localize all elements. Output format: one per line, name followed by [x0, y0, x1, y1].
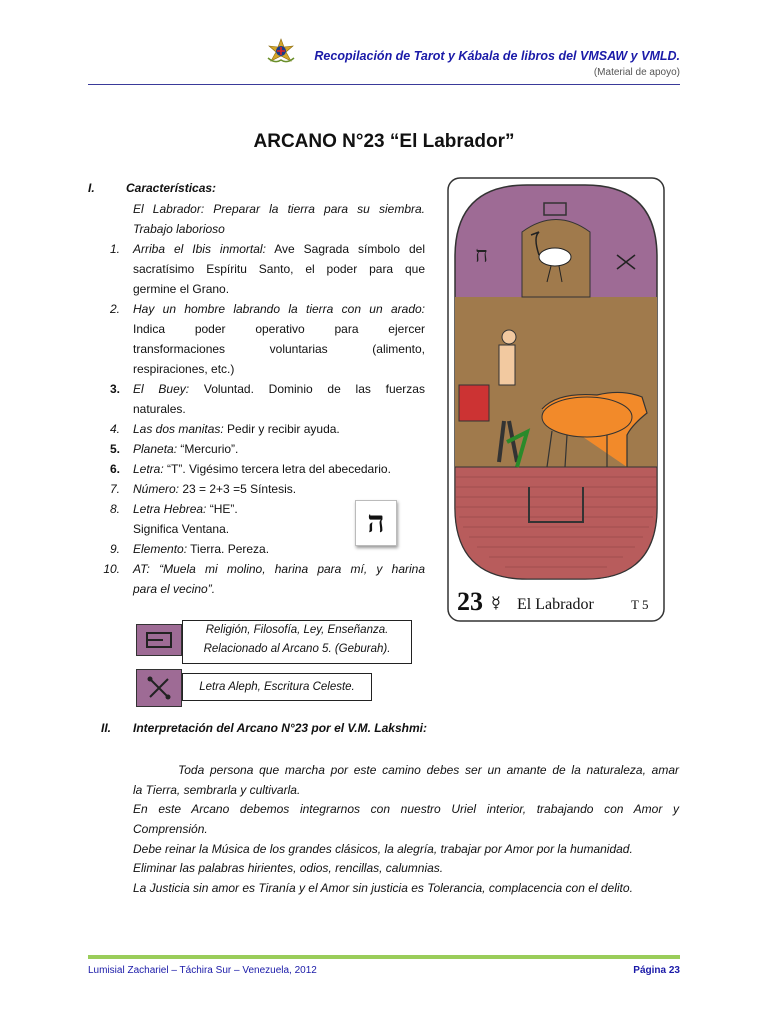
item-number: 5.: [109, 442, 120, 456]
header-title: Recopilación de Tarot y Kábala de libros del VMSAW y VMLD.: [314, 49, 680, 63]
paragraph-line: Eliminar las palabras hirientes, odios, rencillas, calumnias.: [133, 861, 444, 875]
item-text: Ave Sagrada símbolo del: [265, 242, 425, 256]
item-text: “T”. Vigésimo tercera letra del abecedario.: [163, 462, 391, 476]
list-item-line: [133, 379, 425, 399]
card-code: T 5: [631, 597, 649, 612]
list-item-line: germine el Grano.: [133, 282, 230, 296]
list-item-line: [133, 419, 425, 439]
emblem-logo: [265, 38, 297, 66]
list-item-line: transformaciones voluntarias (alimento,: [133, 342, 425, 356]
section2-heading: Interpretación del Arcano N°23 por el V.M. Lakshmi:: [133, 721, 427, 735]
section1-intro-line1: El Labrador: Preparar la tierra para su siembra.: [133, 202, 425, 216]
aleph-description-box: Letra Aleph, Escritura Celeste.: [182, 673, 372, 701]
list-item-line: Hay un hombre labrando la tierra con un arado:: [133, 302, 425, 316]
paragraph-line: Toda persona que marcha por este camino debes ser un amante de la naturaleza, amar: [178, 763, 679, 777]
paragraph-line: En este Arcano debemos integrarnos con nuestro Uriel interior, trabajando con Amor y: [133, 802, 679, 816]
planet-symbol: ☿: [491, 593, 501, 612]
item-number: 7.: [109, 482, 120, 496]
item-number: 2.: [109, 302, 120, 316]
aleph-symbol-icon: [136, 669, 182, 707]
list-item-line: respiraciones, etc.): [133, 362, 235, 376]
item-label: Las dos manitas:: [133, 422, 224, 436]
item-number: 6.: [109, 462, 120, 476]
list-item-line: AT: “Muela mi molino, harina para mí, y harina: [133, 562, 425, 576]
svg-text:ח: ח: [475, 243, 489, 268]
paragraph-line: la Tierra, sembrarla y cultivarla.: [133, 783, 301, 797]
item-text: Tierra. Pereza.: [187, 542, 270, 556]
item-number: 1.: [109, 242, 120, 256]
list-item-line: [133, 479, 425, 499]
item-number: 9.: [109, 542, 120, 556]
list-item-line: [133, 239, 425, 259]
section2-roman: II.: [101, 721, 112, 735]
list-item-line: [133, 459, 425, 479]
symbol-description-box: [182, 620, 412, 664]
item-label: Letra:: [133, 462, 164, 476]
list-item-line: [133, 439, 425, 459]
item-label: Número:: [133, 482, 180, 496]
card-name: El Labrador: [517, 596, 594, 613]
footer-divider: [88, 955, 680, 959]
list-item-line: sacratísimo Espíritu Santo, el poder para que: [133, 262, 425, 276]
section1-intro-line2: Trabajo laborioso: [133, 222, 225, 236]
list-item-line: Significa Ventana.: [133, 522, 230, 536]
item-text: Voluntad. Dominio de las fuerzas: [189, 382, 425, 396]
header-divider: [88, 84, 680, 85]
item-label: Letra Hebrea:: [133, 502, 207, 516]
page-title: ARCANO N°23 “El Labrador”: [253, 131, 515, 152]
hebrew-letter: ה: [367, 505, 385, 540]
item-number: 8.: [109, 502, 120, 516]
page-number: Página 23: [633, 965, 680, 976]
list-item-line: naturales.: [133, 402, 186, 416]
tarot-card-illustration: [447, 177, 665, 622]
box-line: Relacionado al Arcano 5. (Geburah).: [203, 643, 391, 655]
footer-left-text: Lumisial Zachariel – Táchira Sur – Venezuela, 2012: [88, 965, 317, 976]
item-text: “HE”.: [206, 502, 238, 516]
item-label: Elemento:: [133, 542, 188, 556]
paragraph-line: La Justicia sin amor es Tiranía y el Amor sin justicia es Tolerancia, complacencia con el delito.: [133, 881, 633, 895]
item-number: 4.: [109, 422, 120, 436]
section1-roman: I.: [88, 181, 95, 195]
list-item-line: para el vecino”.: [133, 582, 216, 596]
item-text: “Mercurio”.: [177, 442, 239, 456]
list-item-line: [133, 539, 425, 559]
item-label: El Buey:: [133, 382, 190, 396]
item-text: 23 = 2+3 =5 Síntesis.: [179, 482, 297, 496]
item-text: Pedir y recibir ayuda.: [223, 422, 340, 436]
list-item-line: [133, 499, 333, 519]
item-number: 3.: [109, 382, 120, 396]
card-number: 23: [457, 587, 483, 616]
list-item-line: Indica poder operativo para ejercer: [133, 322, 425, 336]
header-subtitle: (Material de apoyo): [593, 67, 680, 78]
section1-heading: Características:: [126, 181, 217, 195]
window-symbol-icon: [136, 624, 182, 656]
box-line: Religión, Filosofía, Ley, Enseñanza.: [205, 624, 389, 636]
item-number: 10.: [103, 562, 120, 576]
paragraph-line: Comprensión.: [133, 822, 208, 836]
paragraph-line: Debe reinar la Música de los grandes clásicos, la alegría, trabajar por Amor por la humanidad.: [133, 842, 633, 856]
item-label: Planeta:: [133, 442, 178, 456]
item-label: Arriba el Ibis inmortal:: [133, 242, 266, 256]
